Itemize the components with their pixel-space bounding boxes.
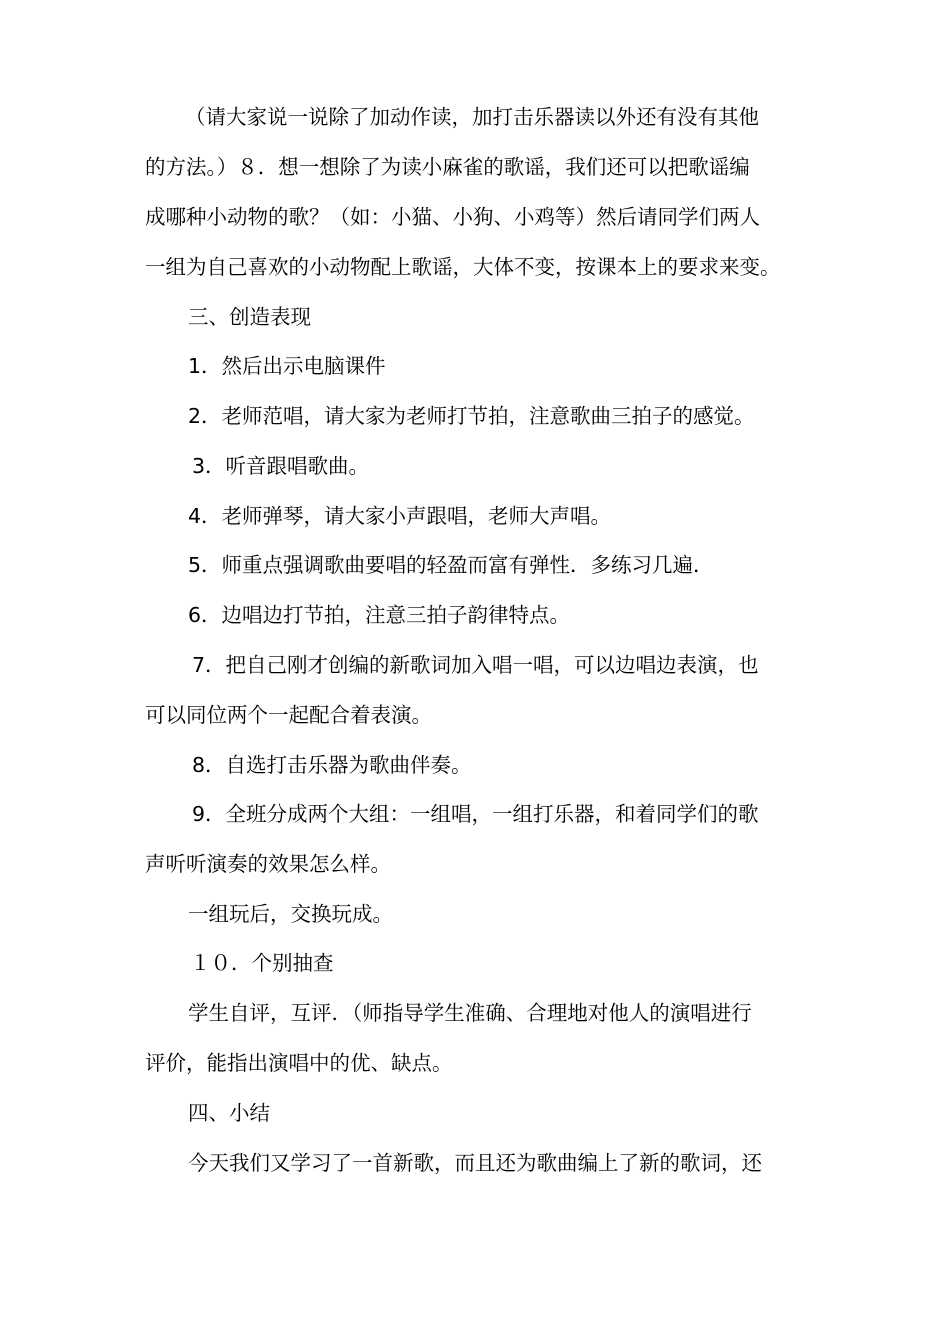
text-line: 今天我们又学习了一首新歌，而且还为歌曲编上了新的歌词，还: [188, 1151, 762, 1175]
list-item: 5．师重点强调歌曲要唱的轻盈而富有弹性．多练习几遍．: [188, 553, 714, 577]
list-item: 8．自选打击乐器为歌曲伴奏。: [192, 753, 472, 777]
list-item: 4．老师弹琴，请大家小声跟唱，老师大声唱。: [188, 504, 612, 528]
text-line: （请大家说一说除了加动作读，加打击乐器读以外还有没有其他: [185, 105, 759, 129]
text-line: 一组玩后，交换玩成。: [188, 902, 393, 926]
text-line: 评价，能指出演唱中的优、缺点。: [145, 1051, 453, 1075]
list-item: １０．个别抽查: [190, 951, 334, 975]
section-heading: 四、小结: [188, 1101, 270, 1125]
text-line: 成哪种小动物的歌？（如：小猫、小狗、小鸡等）然后请同学们两人: [145, 205, 760, 229]
section-heading: 三、创造表现: [188, 305, 311, 329]
text-line: 的方法。）８．想一想除了为读小麻雀的歌谣，我们还可以把歌谣编: [145, 155, 750, 179]
list-item: 2．老师范唱，请大家为老师打节拍，注意歌曲三拍子的感觉。: [188, 404, 755, 428]
list-item: 6．边唱边打节拍，注意三拍子韵律特点。: [188, 603, 571, 627]
text-line: 学生自评，互评．（师指导学生准确、合理地对他人的演唱进行: [188, 1001, 752, 1025]
list-item: 1．然后出示电脑课件: [188, 354, 386, 378]
list-item: 9．全班分成两个大组：一组唱，一组打乐器，和着同学们的歌: [192, 802, 759, 826]
text-line: 可以同位两个一起配合着表演。: [145, 703, 432, 727]
list-item: 3．听音跟唱歌曲。: [192, 454, 370, 478]
text-line: 一组为自己喜欢的小动物配上歌谣，大体不变，按课本上的要求来变。: [145, 255, 781, 279]
list-item: 7．把自己刚才创编的新歌词加入唱一唱，可以边唱边表演，也: [192, 653, 759, 677]
text-line: 声听听演奏的效果怎么样。: [145, 852, 391, 876]
